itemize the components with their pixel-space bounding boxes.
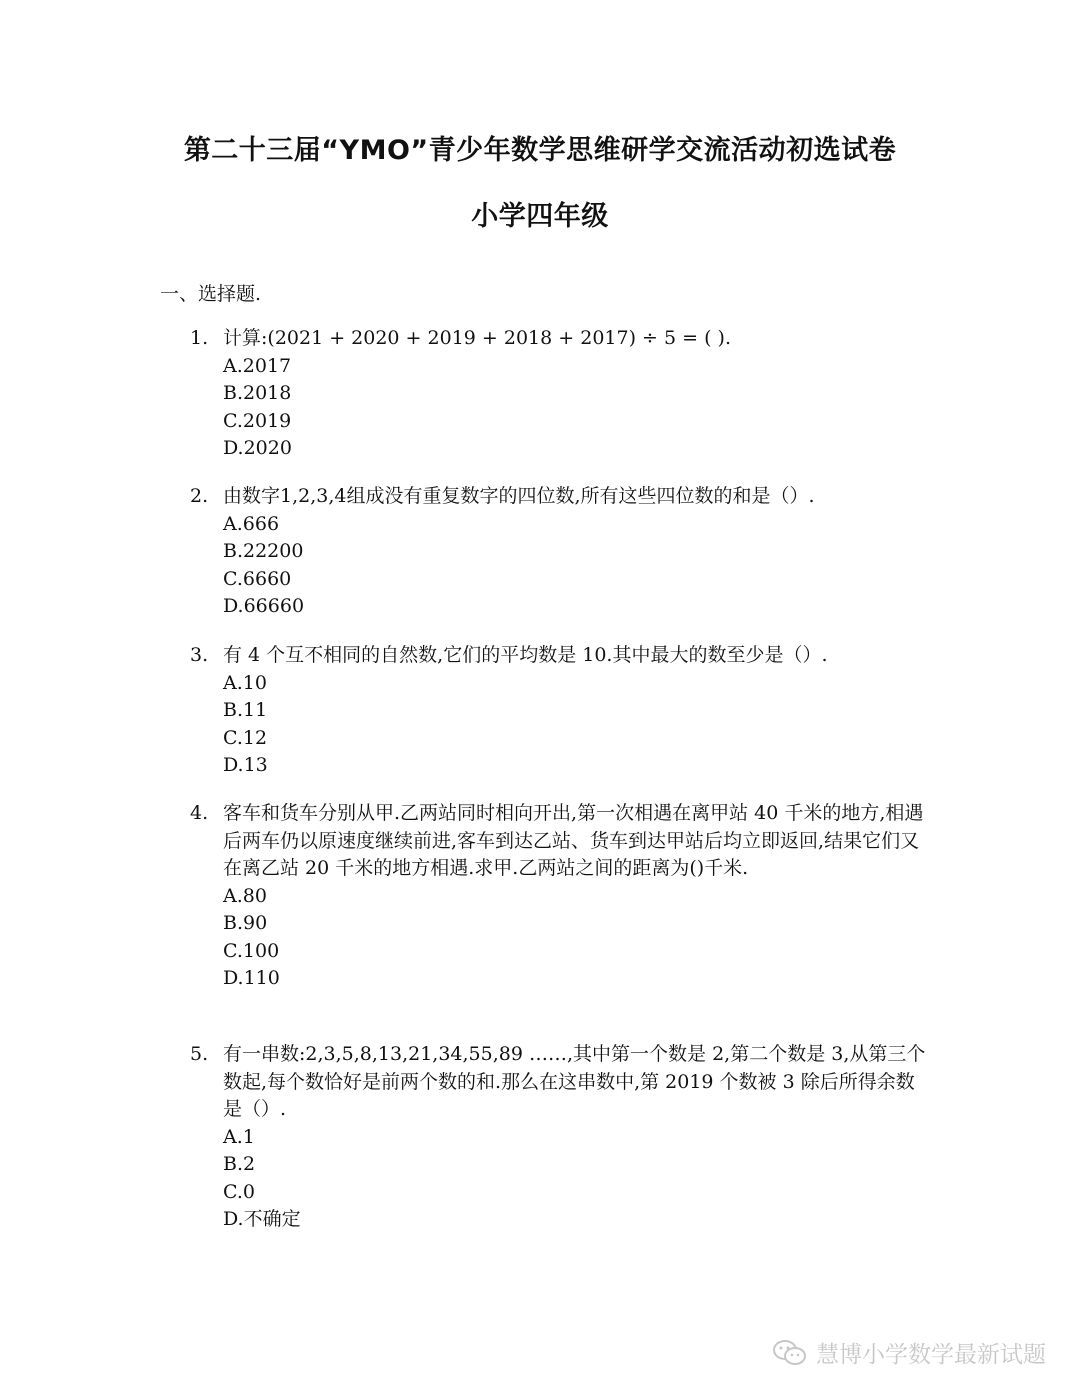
option-list: [223, 511, 930, 621]
option-a: A.80: [223, 884, 267, 907]
question-number: 1.: [190, 327, 209, 349]
wechat-icon: [772, 1338, 808, 1368]
question-text: 有一串数:2,3,5,8,13,21,34,55,89 ……,其中第一个数是 2,第二个数是 3,从第三个数起,每个数恰好是前两个数的和.那么在这串数中,第 2019 个数被 3 除后所得余数是（）.: [223, 1043, 926, 1120]
watermark: [772, 1336, 1046, 1369]
option-d: D.不确定: [223, 1208, 301, 1230]
option-a: A.10: [223, 671, 267, 694]
question-number: 3.: [190, 644, 209, 666]
option-b: B.11: [223, 699, 268, 721]
option-d: D.2020: [223, 437, 292, 459]
option-list: [223, 883, 930, 993]
question-text: 客车和货车分别从甲.乙两站同时相向开出,第一次相遇在离甲站 40 千米的地方,相遇后两车仍以原速度继续前进,客车到达乙站、货车到达甲站后均立即返回,结果它们又在离乙站 20 千米的地方相遇.求甲.乙两站之间的距离为()千米.: [223, 802, 924, 879]
question-1: [190, 325, 930, 463]
option-a: A.1: [223, 1125, 255, 1148]
question-number: 4.: [190, 802, 209, 824]
option-c: C.6660: [223, 567, 292, 590]
option-c: C.2019: [223, 409, 292, 432]
option-d: D.13: [223, 754, 268, 776]
question-2: [190, 483, 930, 621]
option-b: B.22200: [223, 540, 304, 562]
question-3: [190, 642, 930, 780]
question-text: 有 4 个互不相同的自然数,它们的平均数是 10.其中最大的数至少是（）.: [223, 644, 828, 666]
question-4: [190, 800, 930, 993]
option-list: [223, 353, 930, 463]
question-number: 2.: [190, 485, 209, 507]
exam-title: 第二十三届“YMO”青少年数学思维研学交流活动初选试卷: [183, 135, 897, 166]
option-c: C.100: [223, 939, 280, 962]
option-list: [223, 670, 930, 780]
question-text: 计算:(2021 + 2020 + 2019 + 2018 + 2017) ÷ 5 = ( ).: [223, 327, 731, 349]
option-a: A.2017: [223, 354, 292, 377]
option-d: D.66660: [223, 595, 305, 617]
option-a: A.666: [223, 512, 280, 535]
option-c: C.0: [223, 1180, 255, 1203]
option-d: D.110: [223, 967, 280, 989]
option-b: B.2: [223, 1153, 256, 1175]
question-text: 由数字1,2,3,4组成没有重复数字的四位数,所有这些四位数的和是（）.: [223, 485, 815, 507]
watermark-text: 慧博小学数学最新试题: [816, 1342, 1046, 1368]
option-list: [223, 1124, 930, 1234]
question-number: 5.: [190, 1043, 209, 1065]
option-b: B.2018: [223, 382, 292, 404]
exam-subtitle: 小学四年级: [471, 201, 609, 232]
section-heading: 一、选择题.: [160, 283, 262, 305]
option-b: B.90: [223, 912, 268, 934]
question-5: [190, 1041, 930, 1234]
option-c: C.12: [223, 726, 268, 749]
